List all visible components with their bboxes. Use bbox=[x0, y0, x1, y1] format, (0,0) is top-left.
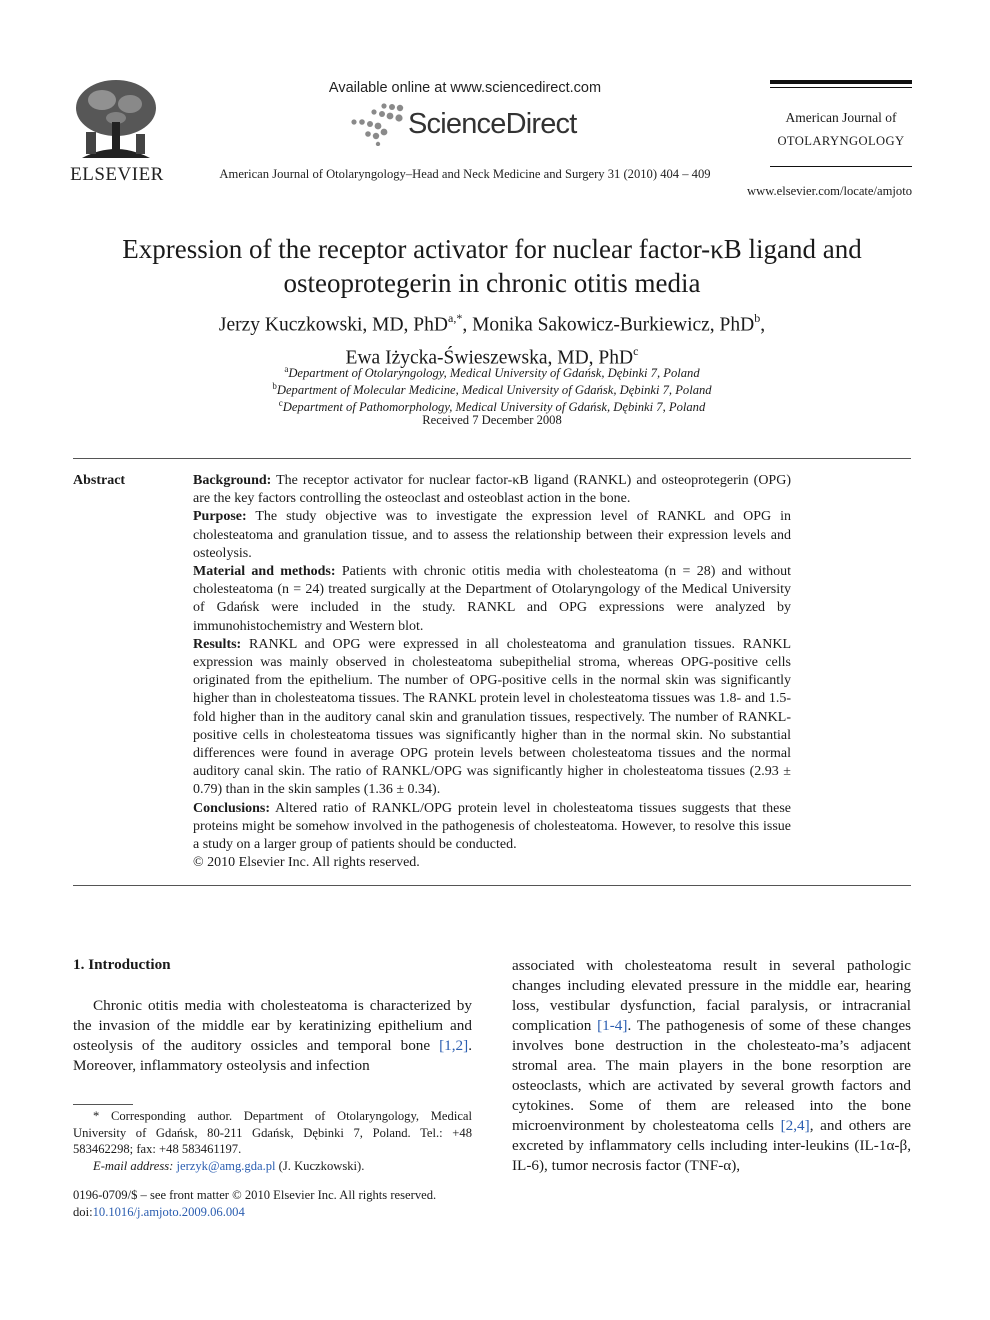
abstract-section-background bbox=[193, 472, 791, 508]
sciencedirect-logo[interactable] bbox=[348, 102, 588, 148]
journal-logo bbox=[770, 80, 912, 170]
journal-logo-rule bbox=[770, 80, 912, 84]
email-link[interactable]: jerzyk@amg.gda.pl bbox=[176, 1159, 276, 1173]
sciencedirect-wordmark: ScienceDirect bbox=[408, 108, 577, 140]
abstract-copyright: © 2010 Elsevier Inc. All rights reserved. bbox=[193, 855, 420, 871]
article-title: Expression of the receptor activator for nuclear factor-κB ligand and osteoprotegerin in chronic otitis media bbox=[122, 234, 862, 298]
email-suffix: (J. Kuczkowski). bbox=[275, 1159, 365, 1173]
issn-line: 0196-0709/$ – see front matter © 2010 Elsevier Inc. All rights reserved. bbox=[73, 1188, 437, 1202]
journal-name-line2: OTOLARYNGOLOGY bbox=[777, 134, 905, 148]
journal-name-line1: American Journal of bbox=[785, 110, 897, 125]
abstract-section-text: Patients with chronic otitis media with cholesteatoma (n = 28) and without cholesteatoma (n = 24) treated surgically at the Department of Otolaryngology of the Medical University of Gdańsk were included in the study. RANKL and OPG expressions were analyzed by immunohistochemistry and Western blot. bbox=[193, 564, 791, 634]
available-online[interactable]: Available online at www.sciencedirect.com bbox=[328, 80, 602, 96]
footnote-rule bbox=[73, 1104, 133, 1105]
abstract-section-methods bbox=[193, 563, 791, 636]
abstract-top-rule bbox=[73, 458, 911, 459]
abstract-section-head: Material and methods: bbox=[193, 564, 336, 580]
body-text: . The pathogenesis of some of these changes involves bone destruction in the cholesteato-ma’s adjacent stromal area. The main players in the bone resorption are osteoclasts, which are activated by several growth factors and cytokines. Some of them are released into the bone microenvironment by cholesteatoma cells bbox=[512, 1017, 911, 1134]
elsevier-tree-icon bbox=[72, 78, 160, 162]
author-name: Jerzy Kuczkowski, MD, PhD bbox=[218, 314, 448, 336]
abstract-section-text: RANKL and OPG were expressed in all cholesteatoma and granulation tissues. RANKL expression was mainly observed in cholesteatoma subepithelial stroma, whereas OPG-positive cells originated from the epithelium. The number of OPG-positive cells in the normal skin was significantly higher than in cholesteatoma tissues. The RANKL protein level in cholesteatoma tissues was 1.8- and 1.5-fold higher than in the auditory canal skin and granulation tissues, respectively. The number of RANKL-positive cells in cholesteatoma tissues was significantly higher than in the normal skin. No substantial differences were found in average OPG protein levels between cholesteatoma tissues and the normal auditory canal skin. The ratio of RANKL/OPG was significantly higher in cholesteatoma tissues (2.93 ± 0.79) than in the skin samples (1.36 ± 0.34). bbox=[193, 636, 791, 798]
body-text: Chronic otitis media with cholesteatoma is characterized by the invasion of the middle ear by keratinizing epithelium and osteolysis of the auditory ossicles and temporal bone bbox=[73, 997, 472, 1054]
citation-link[interactable]: [1,2] bbox=[439, 1037, 469, 1054]
abstract-section-purpose bbox=[193, 508, 791, 563]
abstract-section-results bbox=[193, 636, 791, 800]
section-heading-introduction: 1. Introduction bbox=[73, 956, 171, 973]
affiliation-mark: b bbox=[272, 381, 277, 391]
journal-logo-rule bbox=[770, 87, 912, 88]
citation-link[interactable]: [2,4] bbox=[780, 1117, 810, 1134]
author-affil-mark[interactable]: a,* bbox=[448, 311, 463, 325]
email-label: E-mail address: bbox=[93, 1159, 174, 1173]
footnote-corresponding-author: * Corresponding author. Department of Otolaryngology, Medical University of Gdańsk, 80-211 Gdańsk, Dębinki 7, Poland. Tel.: +48 583462298; fax: +48 583461197. bbox=[73, 1109, 472, 1156]
doi-line bbox=[73, 1204, 503, 1221]
footnote-email bbox=[73, 1158, 472, 1175]
publisher-name: ELSEVIER bbox=[70, 164, 164, 185]
abstract-section-text: The study objective was to investigate the expression level of RANKL and OPG in cholesteatoma and granulation tissue, and to assess the relationship between their expression levels and osteolysis. bbox=[193, 509, 791, 561]
abstract-section-text: Altered ratio of RANKL/OPG protein level in cholesteatoma tissues suggests that these proteins might be somehow involved in the pathogenesis of cholesteatoma. However, to resolve this issue a study on a larger group of patients should be conducted. bbox=[193, 800, 791, 853]
affiliation-text: Department of Otolaryngology, Medical University of Gdańsk, Dębinki 7, Poland bbox=[288, 366, 700, 381]
abstract-section-head: Conclusions: bbox=[193, 800, 271, 816]
doi-label: doi: bbox=[73, 1205, 93, 1219]
affiliation-text: Department of Molecular Medicine, Medical University of Gdańsk, Dębinki 7, Poland bbox=[276, 383, 712, 398]
abstract-section-conclusions bbox=[193, 800, 791, 855]
abstract-section-text: The receptor activator for nuclear factor-κB ligand (RANKL) and osteoprotegerin (OPG) are the key factors controlling the osteoclast and osteoblast action in the bone. bbox=[193, 473, 791, 507]
author-affil-mark[interactable]: c bbox=[633, 343, 639, 358]
author-separator: , bbox=[462, 314, 473, 336]
intro-paragraph-continued bbox=[512, 956, 911, 1176]
author-affil-mark[interactable]: b bbox=[754, 311, 761, 325]
abstract-section-head: Results: bbox=[193, 636, 242, 652]
body-text: . Moreover, inflammatory osteolysis and infection bbox=[73, 1037, 472, 1074]
issn-doi-block bbox=[73, 1187, 503, 1221]
affiliation-mark: c bbox=[278, 398, 283, 408]
author-name: Monika Sakowicz-Burkiewicz, PhD bbox=[472, 314, 755, 336]
abstract-body bbox=[193, 472, 791, 872]
citation-link[interactable]: [1-4] bbox=[597, 1017, 628, 1034]
journal-logo-rule bbox=[770, 166, 912, 167]
body-text: associated with cholesteatoma result in several pathologic changes including elevated pressure in the middle ear, hearing loss, vestibular dysfunction, facial paralysis, or intracranial complication bbox=[512, 957, 911, 1034]
received-date: Received 7 December 2008 bbox=[422, 413, 562, 427]
abstract-label: Abstract bbox=[73, 473, 126, 488]
doi-link[interactable]: 10.1016/j.amjoto.2009.06.004 bbox=[92, 1205, 245, 1219]
intro-paragraph-1 bbox=[73, 996, 472, 1076]
abstract-section-head: Background: bbox=[193, 473, 272, 488]
author-separator: , bbox=[760, 314, 766, 336]
journal-citation: American Journal of Otolaryngology–Head and Neck Medicine and Surgery 31 (2010) 404 – 409 bbox=[219, 167, 711, 181]
abstract-section-head: Purpose: bbox=[193, 509, 247, 525]
abstract-bottom-rule bbox=[73, 885, 911, 886]
author-name: Ewa Iżycka-Świeszewska, MD, PhD bbox=[345, 347, 634, 368]
sciencedirect-dots-icon bbox=[348, 102, 410, 146]
body-text: , and others are excreted by inflammatory cells including inter-leukins (IL-1α-β, IL-6), tumor necrosis factor (TNF-α), bbox=[512, 1117, 911, 1174]
affiliation-mark: a bbox=[284, 364, 289, 374]
journal-url[interactable]: www.elsevier.com/locate/amjoto bbox=[747, 184, 912, 198]
affiliation-text: Department of Pathomorphology, Medical University of Gdańsk, Dębinki 7, Poland bbox=[282, 400, 706, 415]
